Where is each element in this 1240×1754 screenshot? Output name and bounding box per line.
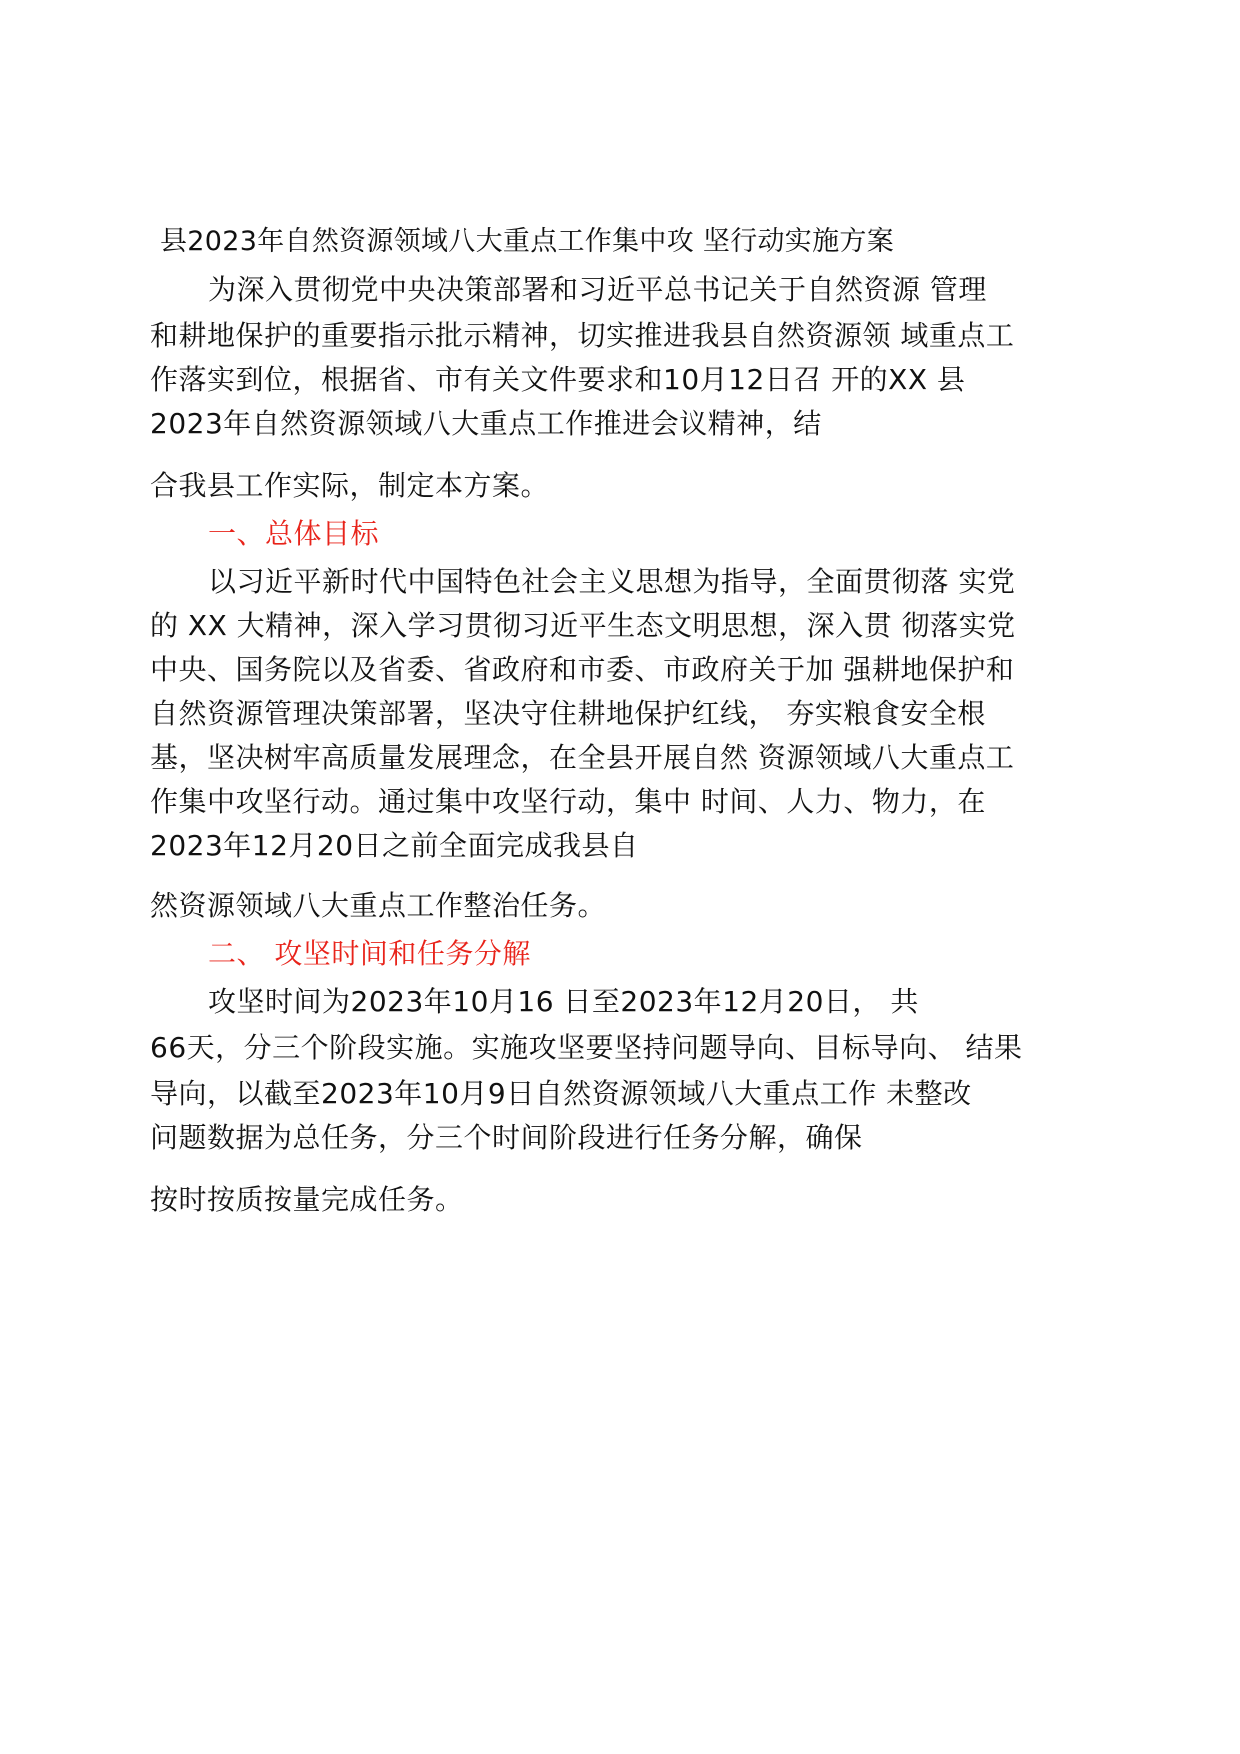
section1-line: 2023年12月20日之前全面完成我县自 xyxy=(150,829,639,862)
intro-line: 2023年自然资源领域八大重点工作推进会议精神，结 xyxy=(150,407,822,440)
section2-line: 攻坚时间为2023年10月16 日至2023年12月20日， 共 xyxy=(208,985,919,1018)
section1-line: 基，坚决树牢高质量发展理念，在全县开展自然 资源领域八大重点工 xyxy=(150,741,1015,774)
intro-tail: 合我县工作实际，制定本方案。 xyxy=(150,469,550,502)
section1-line: 作集中攻坚行动。通过集中攻坚行动，集中 时间、人力、物力，在 xyxy=(150,785,986,818)
section1-tail: 然资源领域八大重点工作整治任务。 xyxy=(150,889,607,922)
section2-tail: 按时按质按量完成任务。 xyxy=(150,1183,464,1216)
intro-line: 为深入贯彻党中央决策部署和习近平总书记关于自然资源 管理 xyxy=(208,273,987,306)
section1-line: 以习近平新时代中国特色社会主义思想为指导，全面贯彻落 实党 xyxy=(208,565,1016,598)
section-heading-schedule: 二、 攻坚时间和任务分解 xyxy=(208,937,531,970)
intro-line: 和耕地保护的重要指示批示精神，切实推进我县自然资源领 域重点工 xyxy=(150,319,1015,352)
section-heading-goals: 一、总体目标 xyxy=(208,517,380,550)
section1-line: 的 XX 大精神，深入学习贯彻习近平生态文明思想，深入贯 彻落实党 xyxy=(150,609,1016,642)
section1-line: 自然资源管理决策部署，坚决守住耕地保护红线， 夯实粮食安全根 xyxy=(150,697,986,730)
section2-line: 导向，以截至2023年10月9日自然资源领域八大重点工作 未整改 xyxy=(150,1077,972,1110)
document-title: 县2023年自然资源领域八大重点工作集中攻 坚行动实施方案 xyxy=(160,226,894,257)
section2-line: 问题数据为总任务，分三个时间阶段进行任务分解，确保 xyxy=(150,1121,863,1154)
section1-line: 中央、国务院以及省委、省政府和市委、市政府关于加 强耕地保护和 xyxy=(150,653,1015,686)
intro-line: 作落实到位，根据省、市有关文件要求和10月12日召 开的XX 县 xyxy=(150,363,966,396)
section2-line: 66天，分三个阶段实施。实施攻坚要坚持问题导向、目标导向、 结果 xyxy=(150,1031,1023,1064)
